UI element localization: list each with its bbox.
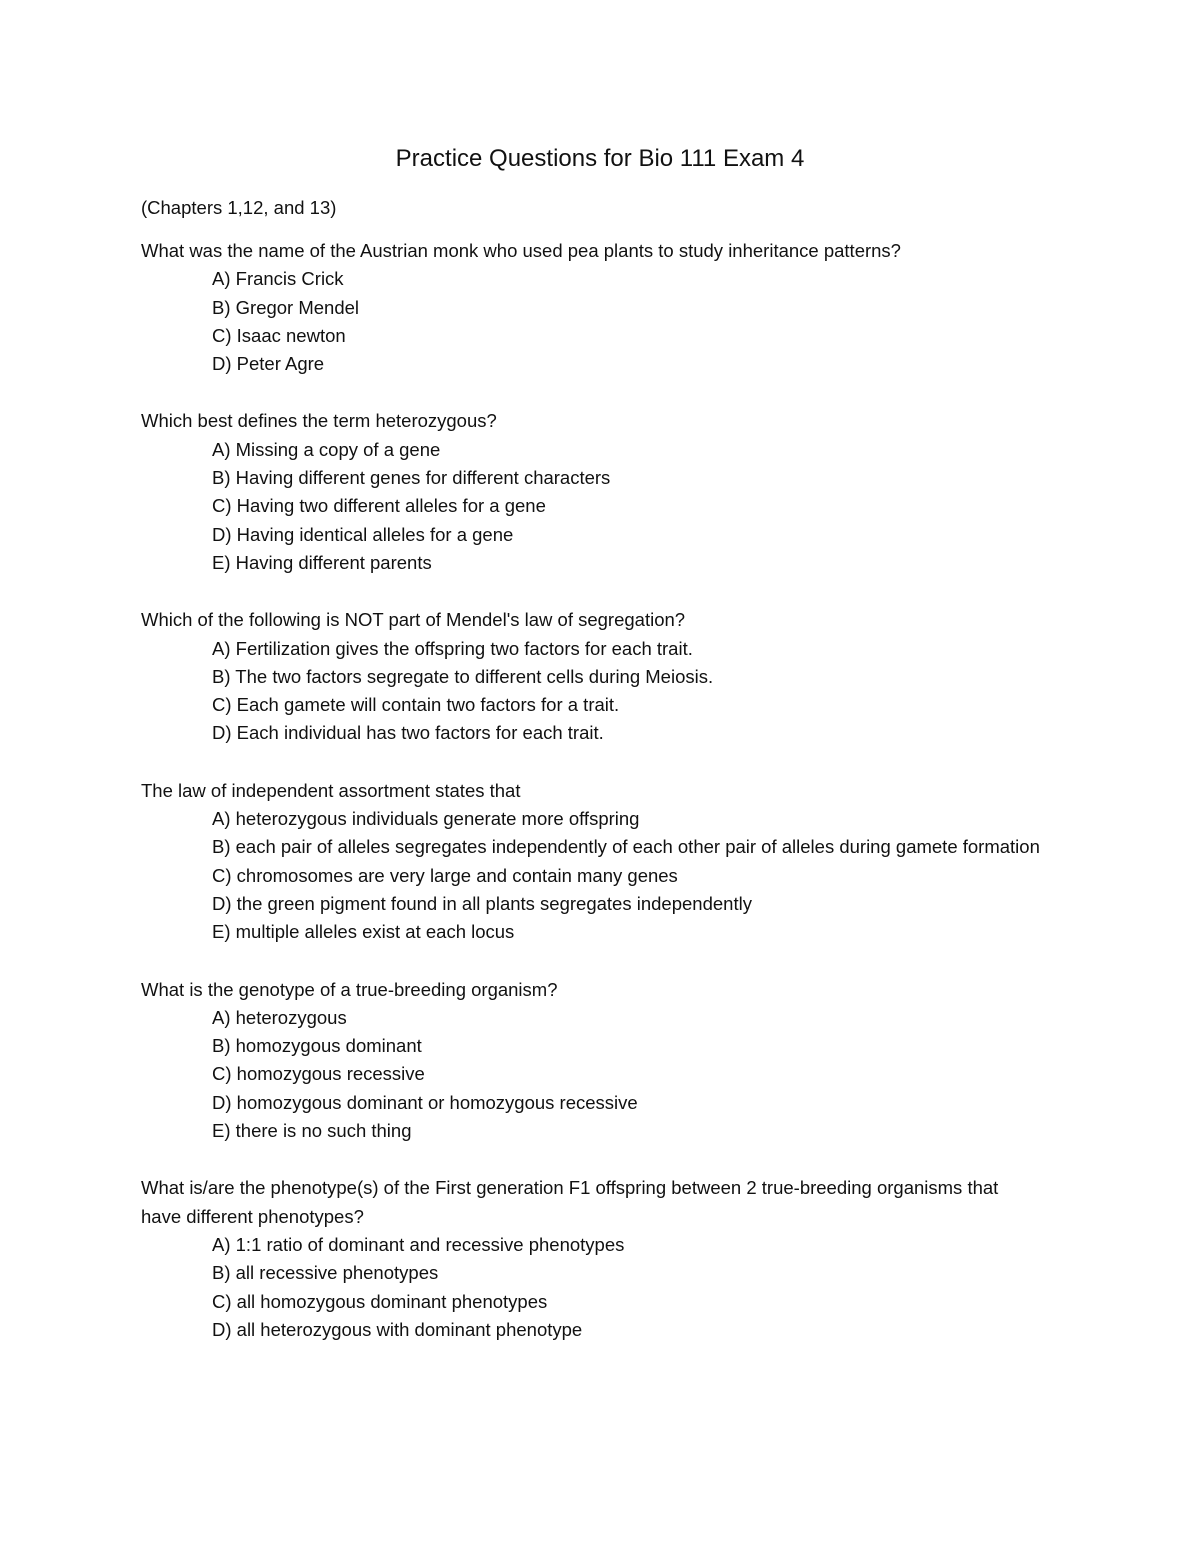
answer-choice: B) Having different genes for different characters [212, 467, 611, 489]
question-list [141, 237, 1041, 1373]
question-2 [141, 407, 1041, 577]
answer-choice: D) Having identical alleles for a gene [212, 523, 514, 545]
answer-choice: C) homozygous recessive [212, 1063, 425, 1085]
answer-choices [141, 1231, 1041, 1344]
page-title: Practice Questions for Bio 111 Exam 4 [395, 145, 805, 172]
question-6 [141, 1174, 1041, 1344]
answer-choice: B) homozygous dominant [212, 1035, 422, 1057]
answer-choices [141, 635, 1041, 748]
answer-choice: E) multiple alleles exist at each locus [212, 921, 515, 943]
answer-choices [141, 805, 1041, 946]
question-4 [141, 777, 1041, 947]
answer-choice: A) heterozygous [212, 1006, 347, 1028]
answer-choice: E) there is no such thing [212, 1120, 412, 1142]
answer-choice: A) 1:1 ratio of dominant and recessive phenotypes [212, 1233, 625, 1255]
answer-choice: D) Peter Agre [212, 353, 325, 375]
answer-choice: D) homozygous dominant or homozygous recessive [212, 1091, 638, 1113]
question-text: The law of independent assortment states that [141, 779, 521, 801]
answer-choice: C) chromosomes are very large and contain many genes [212, 864, 678, 886]
answer-choice: E) Having different parents [212, 551, 432, 573]
chapters-subtitle: (Chapters 1,12, and 13) [141, 197, 337, 218]
answer-choice: A) heterozygous individuals generate more offspring [212, 808, 640, 830]
answer-choice: C) Isaac newton [212, 324, 346, 346]
question-text: What was the name of the Austrian monk who used pea plants to study inheritance patterns? [141, 240, 901, 261]
answer-choice: C) Each gamete will contain two factors for a trait. [212, 694, 620, 716]
question-3 [141, 606, 1041, 747]
answer-choice: B) all recessive phenotypes [212, 1262, 439, 1284]
answer-choice: B) Gregor Mendel [212, 296, 360, 318]
question-1 [141, 237, 1041, 378]
answer-choice: C) Having two different alleles for a gene [212, 495, 546, 517]
question-text: What is/are the phenotype(s) of the First generation F1 offspring between 2 true-breeding organisms that have different phenotypes? [141, 1177, 999, 1227]
answer-choice: A) Fertilization gives the offspring two factors for each trait. [212, 637, 693, 659]
answer-choice: C) all homozygous dominant phenotypes [212, 1290, 548, 1312]
answer-choice: A) Francis Crick [212, 268, 344, 290]
answer-choice: A) Missing a copy of a gene [212, 438, 441, 460]
answer-choices [141, 436, 1041, 577]
answer-choice: B) each pair of alleles segregates independently of each other pair of alleles during gamete formation [212, 836, 1040, 858]
answer-choice: D) Each individual has two factors for each trait. [212, 722, 604, 744]
answer-choices [141, 1004, 1041, 1145]
question-text: What is the genotype of a true-breeding organism? [141, 978, 558, 1000]
question-text: Which of the following is NOT part of Mendel's law of segregation? [141, 609, 686, 631]
question-text: Which best defines the term heterozygous? [141, 410, 497, 432]
answer-choices [141, 265, 1041, 378]
answer-choice: D) the green pigment found in all plants segregates independently [212, 892, 752, 914]
answer-choice: B) The two factors segregate to different cells during Meiosis. [212, 665, 714, 687]
question-5 [141, 976, 1041, 1146]
answer-choice: D) all heterozygous with dominant phenotype [212, 1318, 583, 1340]
